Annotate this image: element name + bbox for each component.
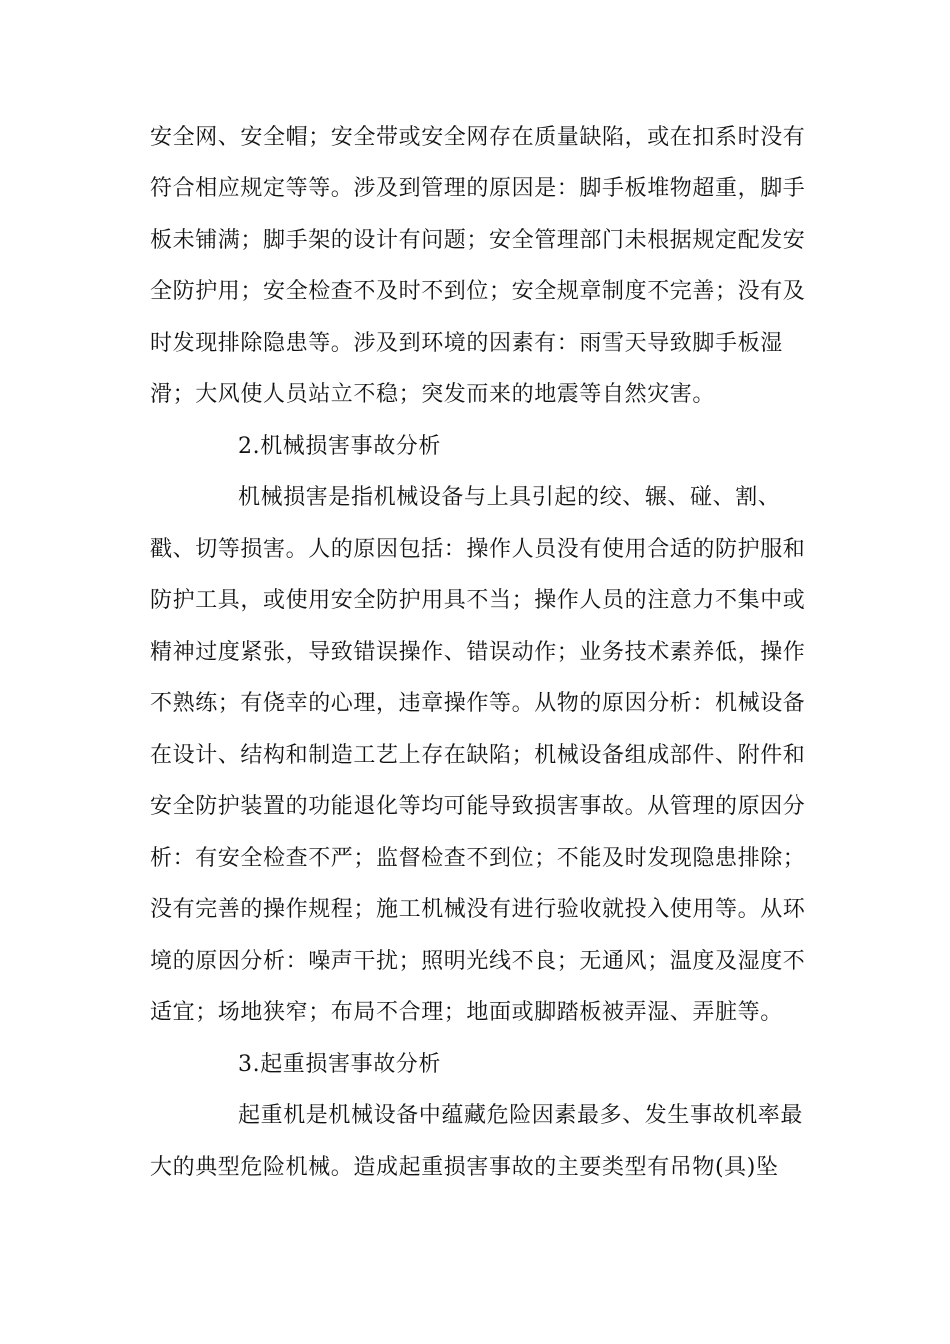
text-line: 符合相应规定等等。涉及到管理的原因是：脚手板堆物超重，脚手 xyxy=(150,176,806,201)
section-heading: 3.起重损害事故分析 xyxy=(238,1052,441,1077)
text-line: 精神过度紧张，导致错误操作、错误动作；业务技术素养低，操作 xyxy=(150,640,806,665)
text-line: 防护工具，或使用安全防护用具不当；操作人员的注意力不集中或 xyxy=(150,588,806,613)
text-line: 时发现排除隐患等。涉及到环境的因素有：雨雪天导致脚手板湿 xyxy=(150,331,783,356)
text-line: 安全网、安全帽；安全带或安全网存在质量缺陷，或在扣系时没有 xyxy=(150,125,806,150)
text-line: 大的典型危险机械。造成起重损害事故的主要类型有吊物(具)坠 xyxy=(150,1155,779,1180)
text-line: 戳、切等损害。人的原因包括：操作人员没有使用合适的防护服和 xyxy=(150,537,806,562)
text-line: 起重机是机械设备中蕴藏危险因素最多、发生事故机率最 xyxy=(238,1103,804,1128)
section-heading: 2.机械损害事故分析 xyxy=(238,434,441,459)
text-line: 滑；大风使人员站立不稳；突发而来的地震等自然灾害。 xyxy=(150,382,716,407)
text-line: 板未铺满；脚手架的设计有问题；安全管理部门未根据规定配发安 xyxy=(150,228,806,253)
text-line: 不熟练；有侥幸的心理，违章操作等。从物的原因分析：机械设备 xyxy=(150,691,806,716)
text-line: 在设计、结构和制造工艺上存在缺陷；机械设备组成部件、附件和 xyxy=(150,743,806,768)
text-line: 安全防护装置的功能退化等均可能导致损害事故。从管理的原因分 xyxy=(150,794,806,819)
text-line: 机械损害是指机械设备与上具引起的绞、辗、碰、割、 xyxy=(238,485,781,510)
text-line: 境的原因分析：噪声干扰；照明光线不良；无通风；温度及湿度不 xyxy=(150,949,806,974)
text-line: 析：有安全检查不严；监督检查不到位；不能及时发现隐患排除； xyxy=(150,846,806,871)
text-line: 适宜；场地狭窄；布局不合理；地面或脚踏板被弄湿、弄脏等。 xyxy=(150,1000,783,1025)
text-line: 全防护用；安全检查不及时不到位；安全规章制度不完善；没有及 xyxy=(150,279,806,304)
text-line: 没有完善的操作规程；施工机械没有进行验收就投入使用等。从环 xyxy=(150,897,806,922)
